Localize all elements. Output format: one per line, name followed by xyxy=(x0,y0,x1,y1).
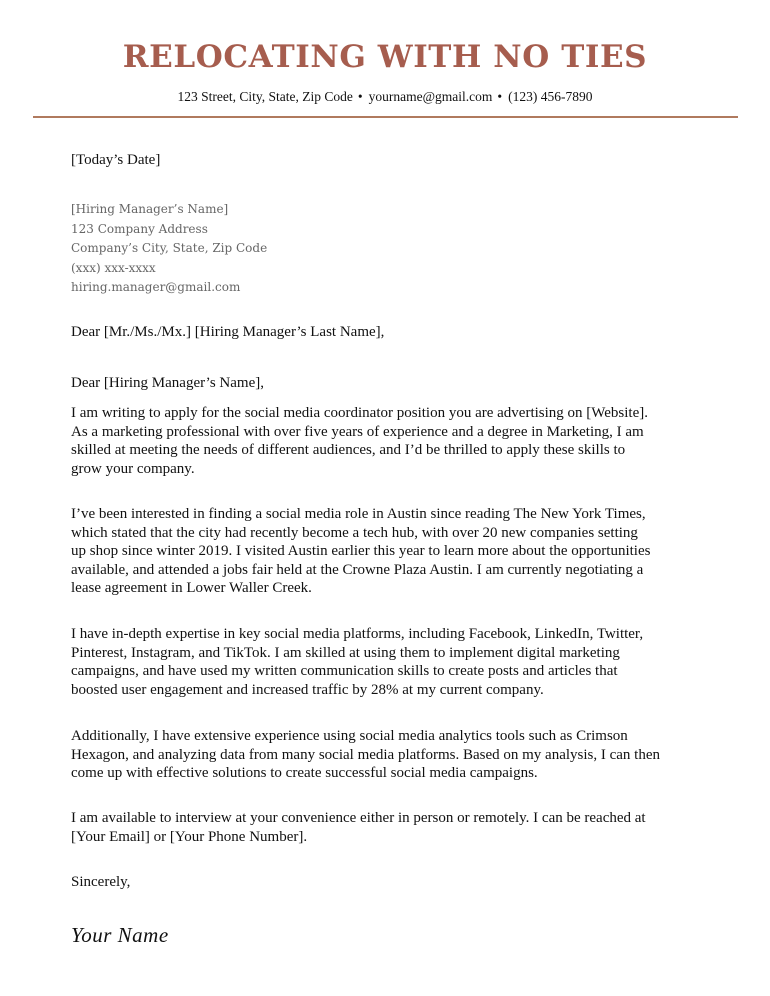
bullet-separator: • xyxy=(497,89,503,104)
paragraph-line: I am writing to apply for the social media coordinator position you are advertising on [Website]. xyxy=(71,405,648,421)
recipient-address: 123 Company Address xyxy=(71,221,208,236)
header-divider xyxy=(33,116,738,118)
paragraph-line: skilled at meeting the needs of different audiences, and I’d be thrilled to apply these skills to xyxy=(71,442,626,459)
paragraph-line: lease agreement in Lower Waller Creek. xyxy=(71,580,312,597)
bullet-separator: • xyxy=(357,89,363,104)
paragraph-line: available, and attended a jobs fair held at the Crowne Plaza Austin. I am currently negotiating a xyxy=(71,561,644,578)
letter-date: [Today’s Date] xyxy=(71,152,161,168)
paragraph-line: Additionally, I have extensive experience using social media analytics tools such as Crimson xyxy=(71,728,628,744)
paragraph-line: grow your company. xyxy=(71,460,195,477)
recipient-phone: (xxx) xxx-xxxx xyxy=(71,260,156,275)
paragraph-line: I’ve been interested in finding a social media role in Austin since reading The New York Times, xyxy=(71,506,646,522)
contact-phone: (123) 456-7890 xyxy=(508,89,593,104)
body-paragraph-5 xyxy=(71,809,711,846)
body-paragraph-3 xyxy=(71,625,711,699)
paragraph-line: [Your Email] or [Your Phone Number]. xyxy=(71,828,308,845)
paragraph-line: Hexagon, and analyzing data from many social media platforms. Based on my analysis, I can then xyxy=(71,746,660,763)
recipient-email: hiring.manager@gmail.com xyxy=(71,280,241,294)
letter-title: RELOCATING WITH NO TIES xyxy=(122,39,648,75)
body-paragraph-4 xyxy=(71,727,711,783)
body-paragraph-2 xyxy=(71,505,711,598)
paragraph-line: As a marketing professional with over five years of experience and a degree in Marketing, I am xyxy=(71,423,644,440)
closing: Sincerely, xyxy=(71,874,131,890)
salutation-formal: Dear [Mr./Ms./Mx.] [Hiring Manager’s Last Name], xyxy=(71,324,385,340)
recipient-name: [Hiring Manager’s Name] xyxy=(71,202,229,216)
recipient-block xyxy=(71,200,711,298)
contact-address: 123 Street, City, State, Zip Code xyxy=(177,89,353,104)
paragraph-line: I am available to interview at your convenience either in person or remotely. I can be reached at xyxy=(71,810,646,826)
salutation: Dear [Hiring Manager’s Name], xyxy=(71,375,264,391)
paragraph-line: I have in-depth expertise in key social media platforms, including Facebook, LinkedIn, Twitter, xyxy=(71,626,644,642)
contact-line xyxy=(0,88,770,106)
paragraph-line: which stated that the city had recently become a tech hub, with over 20 new companies setting xyxy=(71,524,638,541)
paragraph-line: Pinterest, Instagram, and TikTok. I am skilled at using them to implement digital marketing xyxy=(71,644,620,661)
paragraph-line: boosted user engagement and increased traffic by 28% at my current company. xyxy=(71,681,544,698)
contact-email: yourname@gmail.com xyxy=(368,89,493,104)
signature: Your Name xyxy=(71,923,169,947)
paragraph-line: up shop since winter 2019. I visited Austin earlier this year to learn more about the opportunities xyxy=(71,543,651,560)
paragraph-line: campaigns, and have used my written communication skills to create posts and articles that xyxy=(71,663,618,680)
paragraph-line: come up with effective solutions to create successful social media campaigns. xyxy=(71,765,538,782)
recipient-city: Company’s City, State, Zip Code xyxy=(71,241,268,255)
body-paragraph-1 xyxy=(71,404,711,478)
